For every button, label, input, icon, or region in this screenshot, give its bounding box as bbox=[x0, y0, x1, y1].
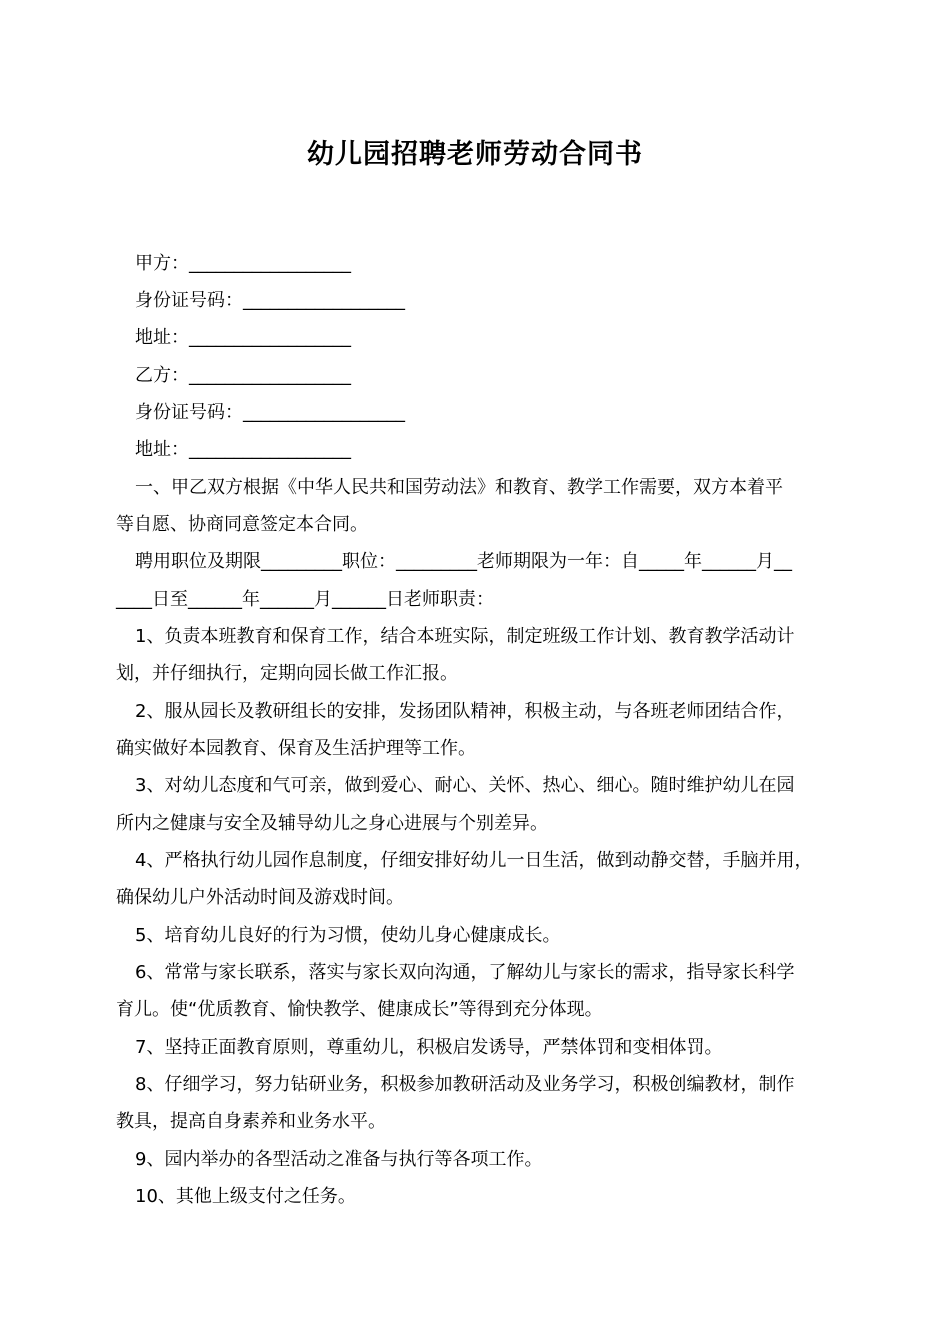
party-b-field: 乙方：__________________ bbox=[135, 365, 351, 386]
duty-line: 8、仔细学习，努力钻研业务，积极参加教研活动及业务学习，积极创编教材，制作 bbox=[135, 1074, 795, 1095]
duty-line: 9、园内举办的各型活动之准备与执行等各项工作。 bbox=[135, 1149, 543, 1170]
party-b-id-field: 身份证号码：__________________ bbox=[135, 402, 405, 423]
document-title: 幼儿园招聘老师劳动合同书 bbox=[307, 139, 643, 170]
party-a-id-field: 身份证号码：__________________ bbox=[135, 290, 405, 311]
duty-line: 育儿。使“优质教育、愉快教学、健康成长”等得到充分体现。 bbox=[116, 999, 603, 1020]
duty-line: 10、其他上级支付之任务。 bbox=[135, 1186, 356, 1207]
duty-line: 5、培育幼儿良好的行为习惯，使幼儿身心健康成长。 bbox=[135, 925, 561, 946]
party-a-field: 甲方：__________________ bbox=[135, 253, 351, 274]
paragraph-line: 聘用职位及期限_________职位：_________老师期限为一年：自_____年______月__ bbox=[135, 551, 792, 572]
duty-line: 确实做好本园教育、保育及生活护理等工作。 bbox=[116, 738, 476, 759]
paragraph-line: 等自愿、协商同意签定本合同。 bbox=[116, 514, 368, 535]
duty-line: 教具，提高自身素养和业务水平。 bbox=[116, 1111, 386, 1132]
party-b-address-field: 地址：__________________ bbox=[135, 439, 351, 460]
duty-line: 4、严格执行幼儿园作息制度，仔细安排好幼儿一日生活，做到动静交替，手脑并用， bbox=[135, 850, 813, 871]
duty-line: 确保幼儿户外活动时间及游戏时间。 bbox=[116, 887, 404, 908]
duty-line: 所内之健康与安全及辅导幼儿之身心进展与个别差异。 bbox=[116, 813, 548, 834]
duty-line: 1、负责本班教育和保育工作，结合本班实际，制定班级工作计划、教育教学活动计 bbox=[135, 626, 795, 647]
party-a-address-field: 地址：__________________ bbox=[135, 327, 351, 348]
duty-line: 2、服从园长及教研组长的安排，发扬团队精神，积极主动，与各班老师团结合作， bbox=[135, 701, 795, 722]
duty-line: 7、坚持正面教育原则，尊重幼儿，积极启发诱导，严禁体罚和变相体罚。 bbox=[135, 1037, 723, 1058]
duty-line: 3、对幼儿态度和气可亲，做到爱心、耐心、关怀、热心、细心。随时维护幼儿在园 bbox=[135, 775, 795, 796]
duty-line: 6、常常与家长联系，落实与家长双向沟通，了解幼儿与家长的需求，指导家长科学 bbox=[135, 962, 795, 983]
paragraph-line: ____日至______年______月______日老师职责： bbox=[116, 589, 494, 610]
duty-line: 划，并仔细执行，定期向园长做工作汇报。 bbox=[116, 663, 458, 684]
paragraph-line: 一、甲乙双方根据《中华人民共和国劳动法》和教育、教学工作需要，双方本着平 bbox=[135, 477, 783, 498]
